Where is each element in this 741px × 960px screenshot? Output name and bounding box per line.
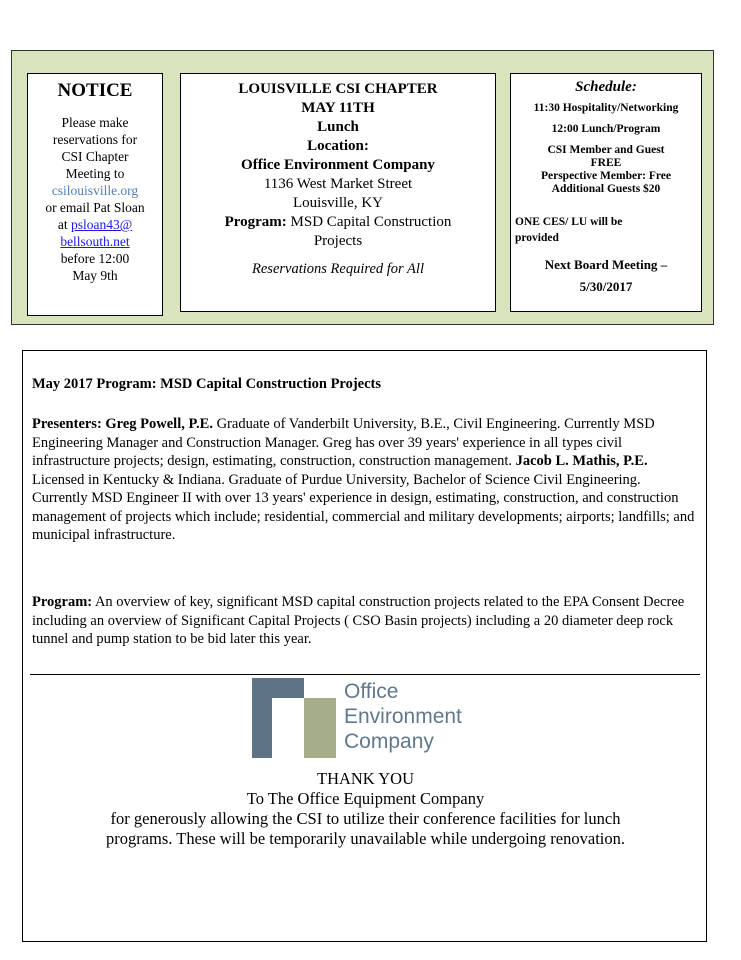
venue-name: Office Environment Company [241,157,435,173]
pricing-line: CSI Member and Guest [547,144,665,156]
divider [30,674,700,675]
notice-at: at [57,217,71,232]
program-name: MSD Capital Construction [286,214,452,230]
ces-line: ONE CES/ LU will be [515,216,623,228]
thanks-line: for generously allowing the CSI to utilize their conference facilities for lunch [110,809,621,828]
thanks-line: programs. These will be temporarily unavailable while undergoing renovation. [105,829,625,848]
pricing-line: Additional Guests $20 [551,183,661,195]
office-environment-logo [249,676,481,761]
website-link[interactable]: csilouisville.org [51,183,139,198]
notice-title: NOTICE [57,80,133,101]
presenters-paragraph [32,415,697,545]
presenter-bio: Licensed in Kentucky & Indiana. Graduate of Purdue University, Bachelor of Science Civil Engineering. Currently MSD Engineer II with over 13 years' experience in design, estimating, construction, and construction management of projects which include; residential, commercial and military developments; airports; landfills; and municipal infrastructure. [32,471,695,543]
article-heading: May 2017 Program: MSD Capital Construction Projects [32,376,382,392]
presenter-bio: Graduate of Vanderbilt University, B.E., Civil Engineering. Currently MSD Engineering Manager and Construction Manager. Greg has over 39 years' experience in all types civil infrastructure projects; design, estimating, construction, construction management. [32,416,655,469]
presenters-label: Presenters: [32,416,102,432]
notice-line: May 9th [72,268,118,283]
event-date: MAY 11TH [301,100,375,116]
chapter-name: LOUISVILLE CSI CHAPTER [238,81,438,97]
thank-you-note [23,769,708,849]
program-label: Program: [224,214,287,230]
board-meeting-label: Next Board Meeting – [544,257,668,272]
program-name-cont: Projects [313,233,363,249]
presenter-name: Jacob L. Mathis, P.E. [515,453,648,469]
venue-street: 1136 West Market Street [263,176,413,192]
notice-line: Please make [61,115,129,130]
schedule-box [510,73,702,312]
email-link-part1[interactable]: psloan43@ [70,217,133,232]
email-link-part2[interactable]: bellsouth.net [60,234,130,249]
pricing-line: Perspective Member: Free [540,170,672,182]
notice-line: or email Pat Sloan [45,200,145,215]
thanks-line: To The Office Equipment Company [246,789,485,808]
schedule-item: 12:00 Lunch/Program [551,123,661,135]
notice-line: before 12:00 [60,251,130,266]
notice-line: CSI Chapter [61,149,129,164]
venue-city: Louisville, KY [293,195,383,211]
program-text: An overview of key, significant MSD capital construction projects related to the EPA Consent Decree including an overview of Significant Capital Projects ( CSO Basin projects) including a 20 diameter deep rock tunnel and pump station to be bid later this year. [32,594,685,647]
schedule-title: Schedule: [575,79,637,95]
notice-line: Meeting to [65,166,125,181]
logo-text: Office Environment Company [344,680,462,753]
header-panel [11,50,714,325]
logo-mark-icon [249,676,339,760]
reservations-note: Reservations Required for All [252,261,424,277]
notice-box [27,73,163,316]
notice-line: reservations for [52,132,138,147]
pricing-line: FREE [590,157,622,169]
program-label: Program: [32,594,93,610]
program-paragraph [32,593,697,649]
article-box [22,350,707,942]
event-box [180,73,496,312]
presenter-name: Greg Powell, P.E. [101,416,213,432]
schedule-item: 11:30 Hospitality/Networking [533,102,679,114]
event-meal: Lunch [317,119,359,135]
ces-line: provided [515,232,559,244]
thanks-line: THANK YOU [316,769,414,788]
board-meeting-date: 5/30/2017 [579,279,633,294]
location-label: Location: [307,138,369,154]
